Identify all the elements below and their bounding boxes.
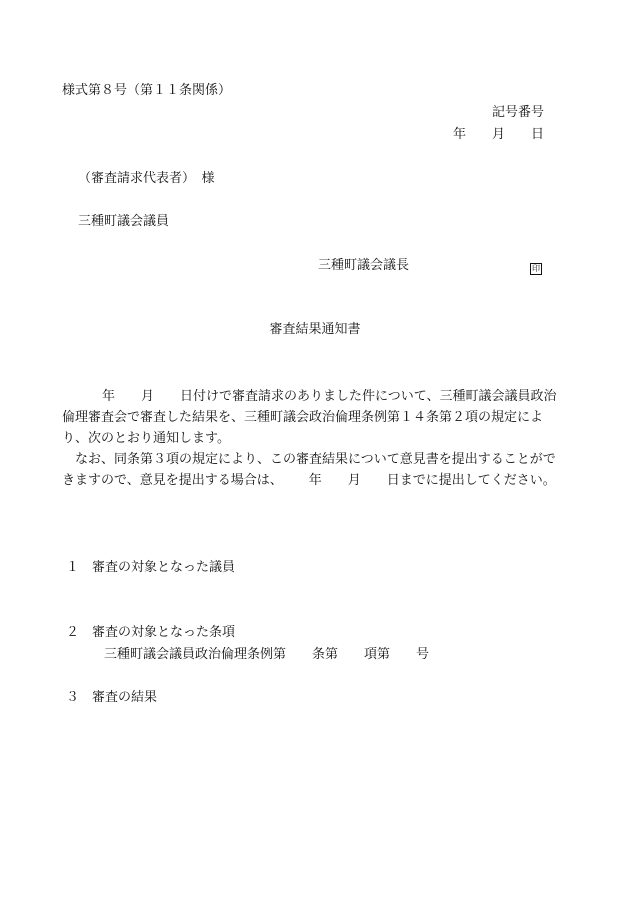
reference-number: 記号番号: [491, 105, 544, 120]
item-3-number: ３: [66, 690, 80, 705]
seal-mark: [530, 259, 542, 277]
item-2: [66, 624, 235, 642]
notice-paragraph-2-date: 年 月 日までに提出してください。: [308, 473, 556, 488]
item-3-label: 審査の結果: [92, 690, 158, 705]
form-number: 様式第８号（第１１条関係）: [62, 83, 232, 98]
notice-paragraph-1-text: 年 月 日付けで審査請求のありました件について、三種町議会議員政治倫理審査会で審査した結果を、三種町議会政治倫理条例第１４条第２項の規定により、次のとおり通知します。: [62, 389, 557, 446]
sender-organization: 三種町議会議員: [78, 214, 170, 229]
date-line: 年 月 日: [452, 127, 544, 142]
item-1-label: 審査の対象となった議員: [92, 560, 236, 575]
addressee: （審査請求代表者） 様: [78, 171, 215, 186]
item-2-number: ２: [66, 625, 80, 640]
item-1: [66, 559, 235, 577]
notice-paragraph-2-start: なお、同条第３項の規定により、この審査結果について意見書を提出することができますので、意見を提出する場合は、: [62, 452, 556, 488]
item-1-number: １: [66, 560, 80, 575]
notice-paragraph-1: [62, 386, 558, 449]
seal-icon: 印: [532, 264, 540, 273]
notice-paragraph-2: [62, 449, 558, 491]
sender-title: 三種町議会議長: [318, 258, 410, 273]
document-title: 審査結果通知書: [269, 322, 361, 337]
item-2-label: 審査の対象となった条項: [92, 625, 236, 640]
item-2-detail: 三種町議会議員政治倫理条例第 条第 項第 号: [104, 647, 430, 662]
item-3: [66, 689, 157, 707]
